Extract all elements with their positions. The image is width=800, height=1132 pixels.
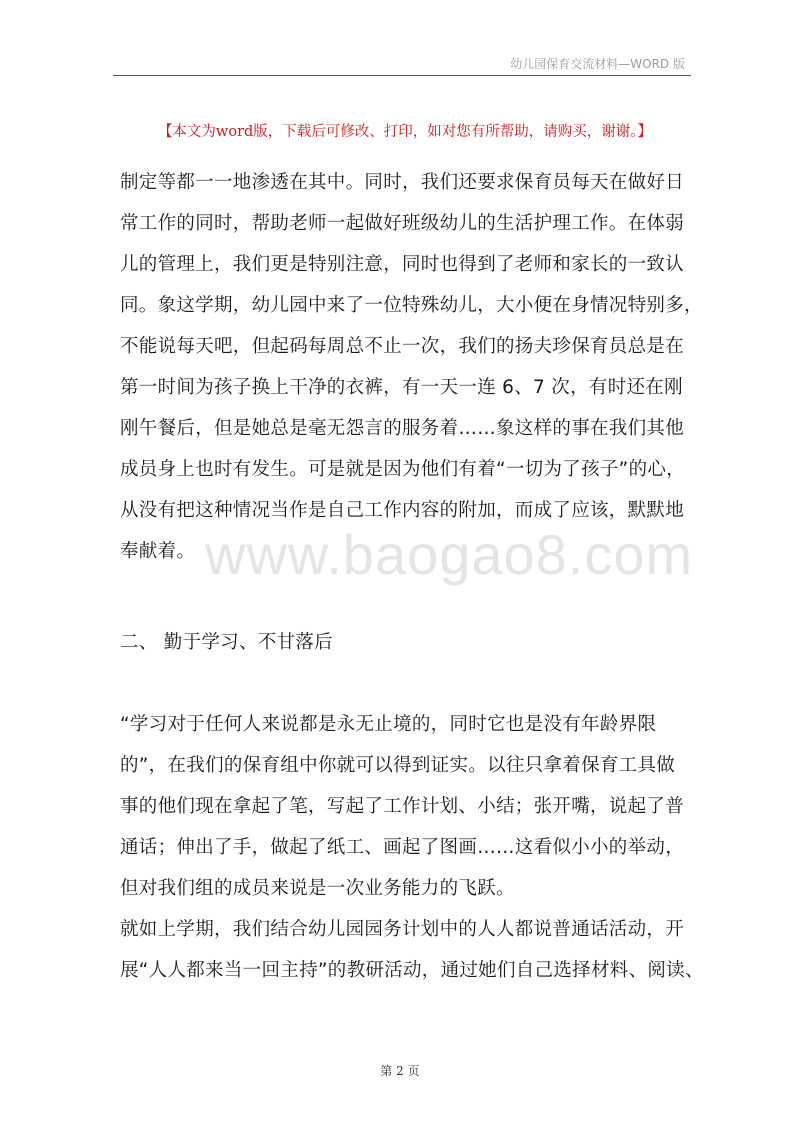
paragraph-line: 从没有把这种情况当作是自己工作内容的附加，而成了应该，默默地 [120, 500, 685, 521]
section-heading: 二、 勤于学习、不甘落后 [120, 632, 333, 653]
paragraph-line: 通话；伸出了手，做起了纸工、画起了图画……这看似小小的举动， [120, 837, 685, 858]
paragraph-line: 不能说每天吧，但起码每周总不止一次，我们的扬夫珍保育员总是在 [120, 336, 685, 357]
paragraph-line: 但对我们组的成员来说是一次业务能力的飞跃。 [120, 878, 515, 899]
paragraph-line: 的”，在我们的保育组中你就可以得到证实。以往只拿着保育工具做 [120, 755, 676, 776]
header-rule [113, 75, 691, 76]
paragraph-line: 同。象这学期，幼儿园中来了一位特殊幼儿，大小便在身情况特别多， [120, 295, 703, 316]
running-header: 幼儿园保育交流材料—WORD 版 [510, 57, 685, 71]
paragraph-line: 就如上学期，我们结合幼儿园园务计划中的人人都说普通话活动，开 [120, 919, 685, 940]
paragraph-line: 事的他们现在拿起了笔，写起了工作计划、小结；张开嘴，说起了普 [120, 796, 685, 817]
paragraph-line: 儿的管理上，我们更是特别注意，同时也得到了老师和家长的一致认 [120, 254, 685, 275]
paragraph-line: 成员身上也时有发生。可是就是因为他们有着“一切为了孩子”的心， [120, 459, 685, 480]
paragraph-line: 第一时间为孩子换上干净的衣裤，有一天一连 6、7 次，有时还在刚 [120, 377, 683, 398]
paragraph-line: 刚午餐后，但是她总是毫无怨言的服务着……象这样的事在我们其他 [120, 418, 685, 439]
paragraph-line: “学习对于任何人来说都是永无止境的，同时它也是没有年龄界限 [120, 714, 657, 735]
paragraph-line: 常工作的同时，帮助老师一起做好班级幼儿的生活护理工作。在体弱 [120, 213, 685, 234]
paragraph-line: 展“人人都来当一回主持”的教研活动，通过她们自己选择材料、阅读、 [120, 960, 704, 981]
paragraph-line: 制定等都一一地渗透在其中。同时，我们还要求保育员每天在做好日 [120, 172, 685, 193]
paragraph-line: 奉献着。 [120, 541, 196, 562]
watermark: www.baogao8.com [205, 523, 694, 586]
purchase-notice: 【本文为word版，下载后可修改、打印，如对您有所帮助，请购买，谢谢。】 [157, 124, 653, 140]
page-number: 第 2 页 [380, 1064, 420, 1078]
